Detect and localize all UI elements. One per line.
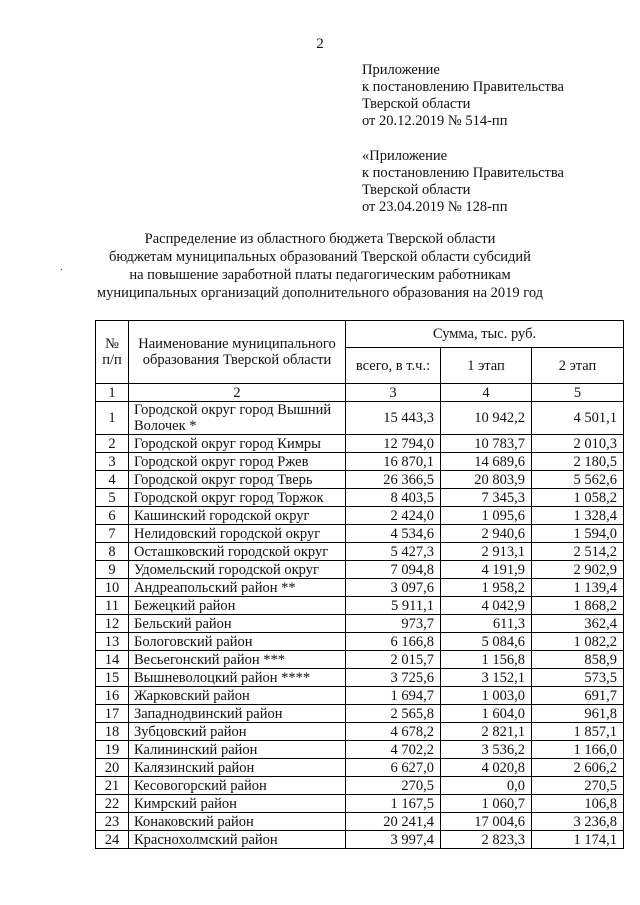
amount-stage1: 2 913,1 bbox=[441, 543, 532, 561]
amount-stage1: 10 783,7 bbox=[441, 435, 532, 453]
table-row bbox=[96, 741, 624, 759]
amount-stage2: 1 174,1 bbox=[532, 831, 624, 849]
row-number: 14 bbox=[96, 651, 129, 669]
appendix-line: к постановлению Правительства bbox=[362, 165, 564, 181]
municipality-name: Бологовский район bbox=[129, 633, 346, 651]
municipality-name: Кимрский район bbox=[129, 795, 346, 813]
amount-total: 1 694,7 bbox=[346, 687, 441, 705]
appendix-line: Тверской области bbox=[362, 182, 471, 198]
municipality-name: Городской округ город Ржев bbox=[129, 453, 346, 471]
table-row bbox=[96, 543, 624, 561]
amount-stage1: 3 536,2 bbox=[441, 741, 532, 759]
municipality-name: Западнодвинский район bbox=[129, 705, 346, 723]
municipality-name: Кесовогорский район bbox=[129, 777, 346, 795]
amount-stage2: 1 058,2 bbox=[532, 489, 624, 507]
amount-stage1: 1 156,8 bbox=[441, 651, 532, 669]
municipality-name: Калязинский район bbox=[129, 759, 346, 777]
amount-stage1: 1 003,0 bbox=[441, 687, 532, 705]
amount-total: 8 403,5 bbox=[346, 489, 441, 507]
amount-stage1: 10 942,2 bbox=[441, 402, 532, 435]
amount-total: 5 911,1 bbox=[346, 597, 441, 615]
header-name: Наименование муниципального образования Тверской области bbox=[129, 321, 346, 384]
table-row bbox=[96, 723, 624, 741]
municipality-name: Весьегонский район *** bbox=[129, 651, 346, 669]
amount-stage1: 2 821,1 bbox=[441, 723, 532, 741]
amount-stage1: 4 191,9 bbox=[441, 561, 532, 579]
amount-stage2: 1 082,2 bbox=[532, 633, 624, 651]
row-number: 3 bbox=[96, 453, 129, 471]
row-number: 19 bbox=[96, 741, 129, 759]
table-row bbox=[96, 669, 624, 687]
amount-stage2: 2 010,3 bbox=[532, 435, 624, 453]
appendix-line: «Приложение bbox=[362, 148, 448, 164]
municipality-name: Городской округ город Вышний Волочек * bbox=[129, 402, 346, 435]
amount-stage2: 270,5 bbox=[532, 777, 624, 795]
municipality-name: Осташковский городской округ bbox=[129, 543, 346, 561]
amount-stage1: 4 020,8 bbox=[441, 759, 532, 777]
amount-total: 4 678,2 bbox=[346, 723, 441, 741]
table-row bbox=[96, 402, 624, 435]
document-title bbox=[0, 230, 640, 302]
municipality-name: Калининский район bbox=[129, 741, 346, 759]
row-number: 4 bbox=[96, 471, 129, 489]
row-number: 20 bbox=[96, 759, 129, 777]
header-stage2: 2 этап bbox=[532, 348, 624, 384]
table-row bbox=[96, 453, 624, 471]
header-num: № п/п bbox=[96, 321, 129, 384]
table-row bbox=[96, 597, 624, 615]
appendix-header-current bbox=[362, 62, 564, 130]
amount-stage2: 362,4 bbox=[532, 615, 624, 633]
amount-stage1: 0,0 bbox=[441, 777, 532, 795]
amount-total: 270,5 bbox=[346, 777, 441, 795]
amount-total: 15 443,3 bbox=[346, 402, 441, 435]
amount-total: 4 702,2 bbox=[346, 741, 441, 759]
table-row bbox=[96, 489, 624, 507]
amount-stage1: 1 060,7 bbox=[441, 795, 532, 813]
amount-stage1: 14 689,6 bbox=[441, 453, 532, 471]
amount-stage2: 1 328,4 bbox=[532, 507, 624, 525]
table-row bbox=[96, 507, 624, 525]
table-row bbox=[96, 777, 624, 795]
header-sum: Сумма, тыс. руб. bbox=[346, 321, 624, 348]
appendix-line: Приложение bbox=[362, 62, 440, 78]
amount-total: 1 167,5 bbox=[346, 795, 441, 813]
municipality-name: Андреапольский район ** bbox=[129, 579, 346, 597]
municipality-name: Удомельский городской округ bbox=[129, 561, 346, 579]
amount-stage1: 2 823,3 bbox=[441, 831, 532, 849]
scan-dot: . bbox=[60, 262, 63, 273]
amount-total: 973,7 bbox=[346, 615, 441, 633]
amount-total: 6 627,0 bbox=[346, 759, 441, 777]
row-number: 1 bbox=[96, 402, 129, 435]
page-number: 2 bbox=[316, 36, 324, 52]
row-number: 11 bbox=[96, 597, 129, 615]
row-number: 15 bbox=[96, 669, 129, 687]
row-number: 13 bbox=[96, 633, 129, 651]
municipality-name: Краснохолмский район bbox=[129, 831, 346, 849]
amount-total: 2 015,7 bbox=[346, 651, 441, 669]
amount-total: 2 424,0 bbox=[346, 507, 441, 525]
subsidy-table bbox=[95, 320, 624, 849]
table-row bbox=[96, 615, 624, 633]
amount-stage1: 611,3 bbox=[441, 615, 532, 633]
row-number: 2 bbox=[96, 435, 129, 453]
row-number: 12 bbox=[96, 615, 129, 633]
amount-total: 3 725,6 bbox=[346, 669, 441, 687]
amount-stage2: 1 857,1 bbox=[532, 723, 624, 741]
col-number: 3 bbox=[346, 384, 441, 402]
table-row bbox=[96, 705, 624, 723]
amount-stage1: 20 803,9 bbox=[441, 471, 532, 489]
municipality-name: Конаковский район bbox=[129, 813, 346, 831]
amount-stage2: 1 166,0 bbox=[532, 741, 624, 759]
amount-stage2: 106,8 bbox=[532, 795, 624, 813]
municipality-name: Нелидовский городской округ bbox=[129, 525, 346, 543]
table-row bbox=[96, 633, 624, 651]
row-number: 6 bbox=[96, 507, 129, 525]
amount-stage2: 5 562,6 bbox=[532, 471, 624, 489]
municipality-name: Зубцовский район bbox=[129, 723, 346, 741]
amount-stage1: 17 004,6 bbox=[441, 813, 532, 831]
col-number: 2 bbox=[129, 384, 346, 402]
col-number: 1 bbox=[96, 384, 129, 402]
appendix-line: к постановлению Правительства bbox=[362, 79, 564, 95]
amount-total: 16 870,1 bbox=[346, 453, 441, 471]
municipality-name: Бельский район bbox=[129, 615, 346, 633]
table-row bbox=[96, 471, 624, 489]
amount-stage2: 2 514,2 bbox=[532, 543, 624, 561]
table-row bbox=[96, 651, 624, 669]
amount-total: 5 427,3 bbox=[346, 543, 441, 561]
row-number: 7 bbox=[96, 525, 129, 543]
table-row bbox=[96, 579, 624, 597]
amount-stage1: 2 940,6 bbox=[441, 525, 532, 543]
amount-stage2: 573,5 bbox=[532, 669, 624, 687]
header-stage1: 1 этап bbox=[441, 348, 532, 384]
amount-stage1: 1 604,0 bbox=[441, 705, 532, 723]
municipality-name: Жарковский район bbox=[129, 687, 346, 705]
amount-stage2: 2 180,5 bbox=[532, 453, 624, 471]
table-row bbox=[96, 831, 624, 849]
municipality-name: Городской округ город Тверь bbox=[129, 471, 346, 489]
amount-total: 2 565,8 bbox=[346, 705, 441, 723]
municipality-name: Бежецкий район bbox=[129, 597, 346, 615]
title-line: муниципальных организаций дополнительного образования на 2019 год bbox=[96, 285, 544, 301]
amount-total: 12 794,0 bbox=[346, 435, 441, 453]
header-total: всего, в т.ч.: bbox=[346, 348, 441, 384]
amount-stage2: 691,7 bbox=[532, 687, 624, 705]
table-body bbox=[96, 402, 624, 849]
appendix-line: от 20.12.2019 № 514-пп bbox=[362, 113, 508, 129]
appendix-line: от 23.04.2019 № 128-пп bbox=[362, 199, 508, 215]
appendix-header-original bbox=[362, 148, 564, 216]
title-line: Распределение из областного бюджета Тверской области bbox=[144, 231, 496, 247]
table-row bbox=[96, 813, 624, 831]
municipality-name: Кашинский городской округ bbox=[129, 507, 346, 525]
amount-stage1: 5 084,6 bbox=[441, 633, 532, 651]
amount-stage2: 961,8 bbox=[532, 705, 624, 723]
col-number: 4 bbox=[441, 384, 532, 402]
amount-stage2: 2 902,9 bbox=[532, 561, 624, 579]
amount-total: 3 097,6 bbox=[346, 579, 441, 597]
amount-stage1: 1 958,2 bbox=[441, 579, 532, 597]
title-line: бюджетам муниципальных образований Тверской области субсидий bbox=[109, 249, 531, 265]
amount-stage2: 1 594,0 bbox=[532, 525, 624, 543]
row-number: 24 bbox=[96, 831, 129, 849]
col-number: 5 bbox=[532, 384, 624, 402]
amount-stage2: 3 236,8 bbox=[532, 813, 624, 831]
row-number: 9 bbox=[96, 561, 129, 579]
table-row bbox=[96, 525, 624, 543]
municipality-name: Вышневолоцкий район **** bbox=[129, 669, 346, 687]
appendix-line: Тверской области bbox=[362, 96, 471, 112]
row-number: 23 bbox=[96, 813, 129, 831]
table-row bbox=[96, 759, 624, 777]
amount-stage1: 4 042,9 bbox=[441, 597, 532, 615]
amount-total: 6 166,8 bbox=[346, 633, 441, 651]
amount-stage1: 3 152,1 bbox=[441, 669, 532, 687]
amount-total: 26 366,5 bbox=[346, 471, 441, 489]
row-number: 17 bbox=[96, 705, 129, 723]
table-row bbox=[96, 687, 624, 705]
amount-total: 20 241,4 bbox=[346, 813, 441, 831]
row-number: 18 bbox=[96, 723, 129, 741]
amount-stage2: 1 868,2 bbox=[532, 597, 624, 615]
amount-total: 4 534,6 bbox=[346, 525, 441, 543]
amount-stage2: 2 606,2 bbox=[532, 759, 624, 777]
amount-stage1: 1 095,6 bbox=[441, 507, 532, 525]
row-number: 10 bbox=[96, 579, 129, 597]
amount-stage2: 4 501,1 bbox=[532, 402, 624, 435]
amount-stage2: 1 139,4 bbox=[532, 579, 624, 597]
municipality-name: Городской округ город Торжок bbox=[129, 489, 346, 507]
amount-total: 3 997,4 bbox=[346, 831, 441, 849]
row-number: 21 bbox=[96, 777, 129, 795]
table-row bbox=[96, 435, 624, 453]
row-number: 22 bbox=[96, 795, 129, 813]
row-number: 8 bbox=[96, 543, 129, 561]
title-line: на повышение заработной платы педагогическим работникам bbox=[129, 267, 511, 283]
table-row bbox=[96, 795, 624, 813]
table-row bbox=[96, 561, 624, 579]
amount-stage1: 7 345,3 bbox=[441, 489, 532, 507]
row-number: 5 bbox=[96, 489, 129, 507]
amount-total: 7 094,8 bbox=[346, 561, 441, 579]
row-number: 16 bbox=[96, 687, 129, 705]
amount-stage2: 858,9 bbox=[532, 651, 624, 669]
municipality-name: Городской округ город Кимры bbox=[129, 435, 346, 453]
